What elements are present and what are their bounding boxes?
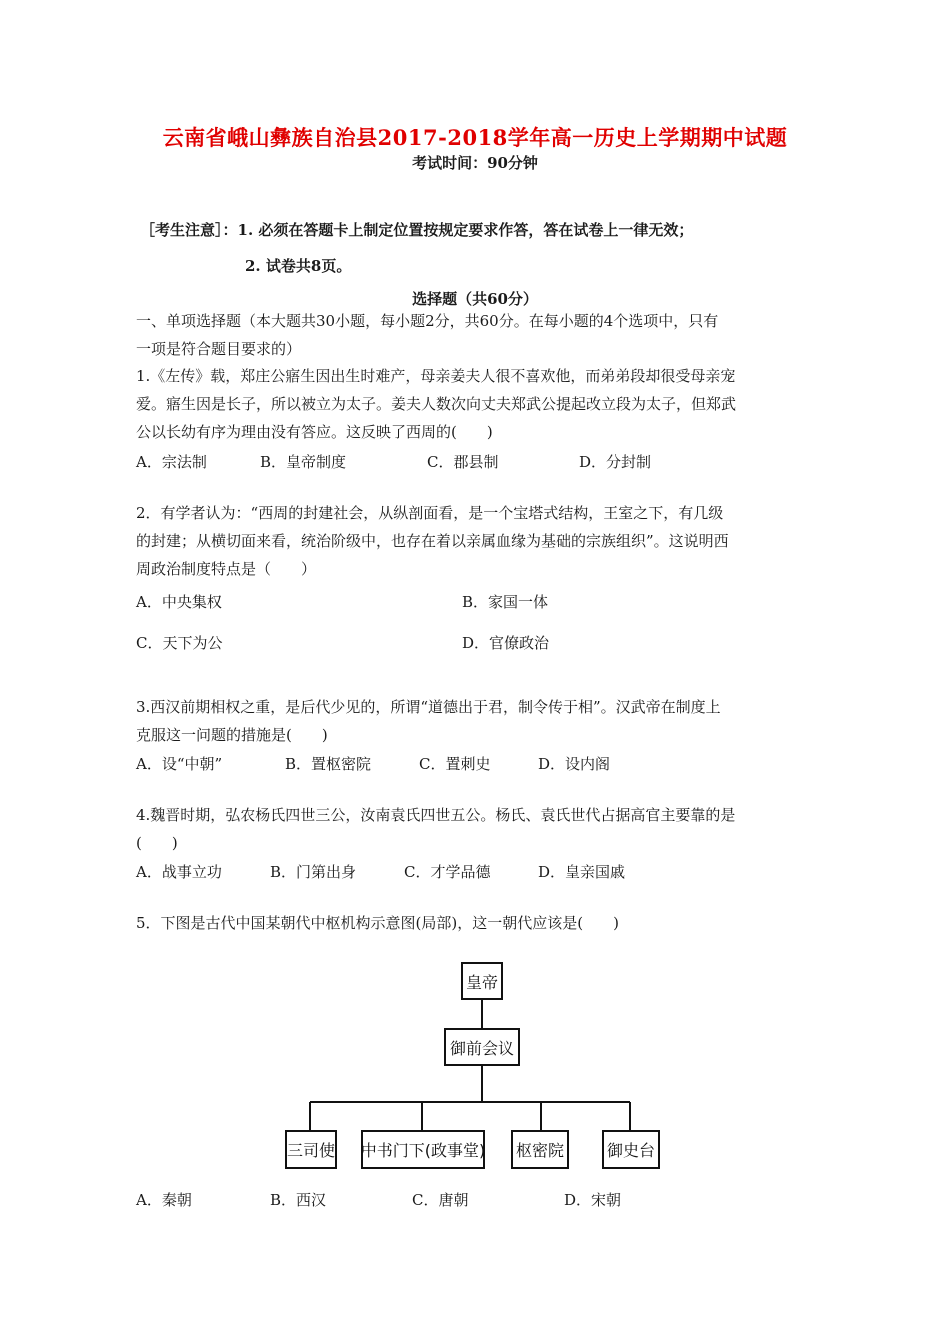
question-3-stem: 3.西汉前期相权之重，是后代少见的，所谓“道德出于君，制令传于相”。汉武帝在制度上 克服这一问题的措施是( ) xyxy=(136,698,721,744)
q1-option-c[interactable]: C．郡县制 xyxy=(427,453,499,471)
question-5-stem: 5．下图是古代中国某朝代中枢机构示意图(局部)，这一朝代应该是( ) xyxy=(136,914,619,932)
central-institution-diagram xyxy=(270,954,670,1179)
q3-option-d[interactable]: D．设内阁 xyxy=(538,755,611,773)
q4-option-d[interactable]: D．皇亲国戚 xyxy=(538,863,626,881)
section-title: 选择题（共60分） xyxy=(412,290,538,308)
diagram-label-sansishi: 三司使 xyxy=(286,1141,336,1160)
diagram-label-zhongshu: 中书门下(政事堂) xyxy=(360,1141,486,1160)
q5-option-a[interactable]: A．秦朝 xyxy=(136,1191,192,1209)
q5-option-d[interactable]: D．宋朝 xyxy=(564,1191,622,1209)
diagram-label-shumiyuan: 枢密院 xyxy=(515,1141,565,1160)
q3-option-a[interactable]: A．设“中朝” xyxy=(136,755,223,773)
q2-option-d[interactable]: D．官僚政治 xyxy=(462,634,550,652)
question-4-stem: 4.魏晋时期，弘农杨氏四世三公，汝南袁氏四世五公。杨氏、袁氏世代占据高官主要靠的是 ( ) xyxy=(136,806,736,852)
q4-option-a[interactable]: A．战事立功 xyxy=(136,863,222,881)
q4-option-c[interactable]: C．才学品德 xyxy=(404,863,491,881)
q1-option-a[interactable]: A．宗法制 xyxy=(136,453,207,471)
q5-option-c[interactable]: C．唐朝 xyxy=(412,1191,469,1209)
question-1-stem: 1.《左传》载，郑庄公寤生因出生时难产，母亲姜夫人很不喜欢他，而弟弟段却很受母亲宠 爱。寤生因是长子，所以被立为太子。姜夫人数次向丈夫郑武公提起改立段为太子，但郑武 公以长幼有序为理由没有答应。这反映了西周的( ) xyxy=(136,367,737,441)
q1-option-b[interactable]: B．皇帝制度 xyxy=(260,453,347,471)
section-instruction: 一、单项选择题（本大题共30小题，每小题2分，共60分。在每小题的4个选项中，只有 一项是符合题目要求的） xyxy=(136,312,719,358)
q2-option-a[interactable]: A．中央集权 xyxy=(136,593,222,611)
q3-option-b[interactable]: B．置枢密院 xyxy=(285,755,372,773)
exam-time: 考试时间：90分钟 xyxy=(412,154,538,172)
diagram-label-emperor: 皇帝 xyxy=(465,973,499,992)
q3-option-c[interactable]: C．置刺史 xyxy=(419,755,491,773)
notice-line-1: ［考生注意］：1. 必须在答题卡上制定位置按规定要求作答，答在试卷上一律无效； xyxy=(140,221,694,239)
diagram-label-council: 御前会议 xyxy=(449,1039,515,1058)
question-2-stem: 2．有学者认为：“西周的封建社会，从纵剖面看，是一个宝塔式结构，王室之下，有几级 的封建；从横切面来看，统治阶级中，也存在着以亲属血缘为基础的宗族组织”。这说明西 周政治制度特点是（ ） xyxy=(136,504,729,578)
page-title: 云南省峨山彝族自治县2017-2018学年高一历史上学期期中试题 xyxy=(162,125,788,150)
q1-option-d[interactable]: D．分封制 xyxy=(579,453,652,471)
q2-option-b[interactable]: B．家国一体 xyxy=(462,593,549,611)
q4-option-b[interactable]: B．门第出身 xyxy=(270,863,357,881)
diagram-label-yushitai: 御史台 xyxy=(606,1141,656,1160)
notice-line-2: 2. 试卷共8页。 xyxy=(245,257,352,275)
q2-option-c[interactable]: C．天下为公 xyxy=(136,634,223,652)
q5-option-b[interactable]: B．西汉 xyxy=(270,1191,327,1209)
